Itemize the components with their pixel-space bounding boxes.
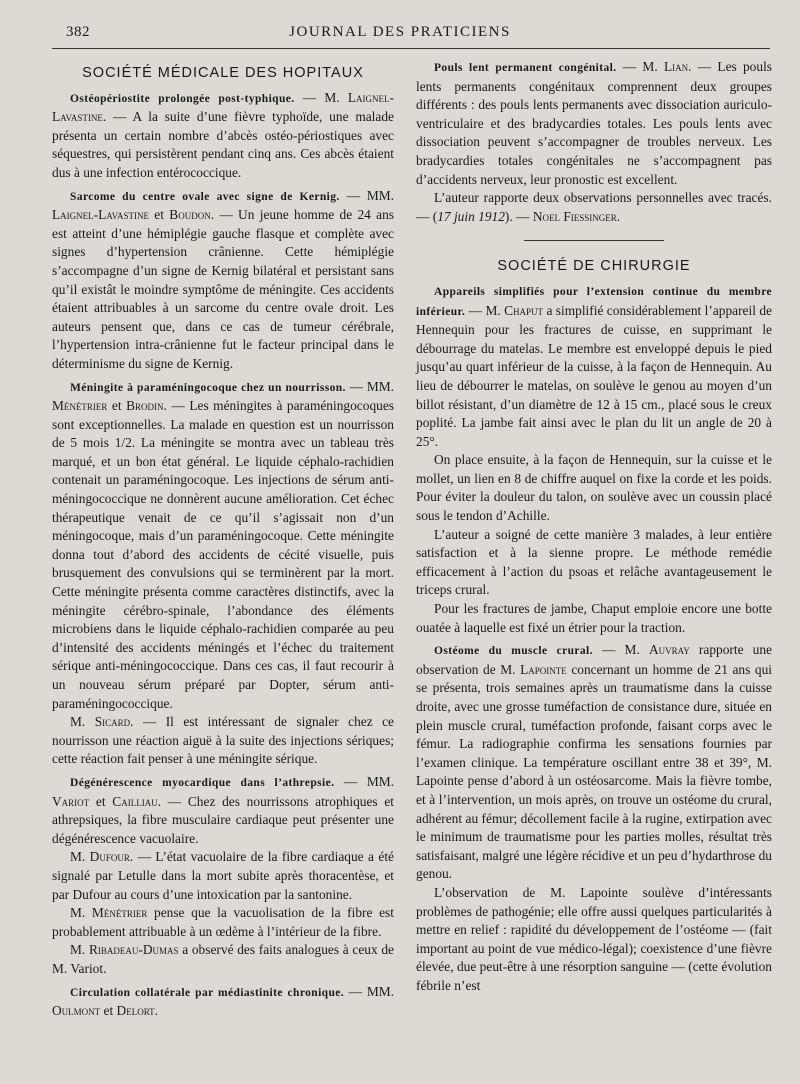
article-title: Ostéopériostite prolongée post-typhique. <box>70 92 295 105</box>
article-body: . — A la suite d’une fièvre typhoïde, une malade présenta un certain nombre d’abcès ostéo-périostiques avec séquestres, qui persistèrent pendant cinq ans. Ces abcès étaient dus à une infection entérococcique. <box>52 109 394 180</box>
author-name: Ménétrier <box>52 398 108 414</box>
conjunction: et <box>148 207 170 223</box>
conjunction: et <box>89 793 113 809</box>
conjunction: et <box>100 1003 117 1019</box>
article-body: concernant un homme de 21 ans qui se présenta, trois semaines après un traumatisme dans la cuisse droite, avec une grosse tuméfaction de consistance dure, située en plein muscle crural, tuméfaction profonde, faisant corps avec le fémur. La radiographie confirma les sensations fournies par l’examen clinique. La température oscillant entre 38 et 39°, M. Lapointe pense d’abord à un ostéosarcome. Mais la fièvre tombe, et à l’intervention, un mois après, on trouve un ostéome du crural, adhérent au fémur; décollement facile à la rugine, extirpation avec le minimum de traumatisme pour les parties molles, résultat très satisfaisant, malgré une légère récidive et un peu d’hydarthrose du genou. <box>416 661 772 882</box>
article-circulation <box>52 983 394 1021</box>
article-title: Sarcome du centre ovale avec signe de Kernig. <box>70 190 340 203</box>
paragraph: Pour les fractures de jambe, Chaput emploie encore une botte ouatée à laquelle est fixé un étrier pour la traction. <box>416 601 772 635</box>
separator: — M. <box>465 302 505 318</box>
author-name: Variot <box>52 793 90 809</box>
author-name: Auvray <box>648 642 690 658</box>
author-name: Laignel-Lavastine <box>52 207 149 223</box>
author-name: Sicard <box>94 714 131 730</box>
separator: — M. <box>616 59 664 74</box>
article-appareils <box>416 282 772 451</box>
article-pouls-lent-conclusion <box>416 189 772 226</box>
signature: Noel Fiessinger <box>532 208 617 224</box>
author-name: Oulmont <box>52 1003 101 1019</box>
comment-menetrier <box>52 904 394 941</box>
page-number: 382 <box>66 24 90 40</box>
comment-body: . — Il est intéressant de signaler chez ce nourrisson une réaction aiguë à la suite des injections sériques; cette réaction fait penser à une méningite sérique. <box>52 714 395 767</box>
author-name: Delort <box>116 1003 155 1019</box>
paragraph-text: ). — <box>504 208 533 224</box>
right-column <box>416 58 772 996</box>
author-name: Cailliau <box>112 793 158 809</box>
author-name: Chaput <box>504 302 544 318</box>
article-body: . — Un jeune homme de 24 ans est atteint d’une hémiplégie gauche flasque et complète avec signes d’hypertension crânienne. Cette hémiplégie s’accompagne d’un signe de Kernig bilatéral et persistant sans qu’il existât le moindre symptôme de méningite. Ces accidents étaient attribuables à un sarcome du centre ovale droit. Les auteurs pensent que, dans ce cas de tumeur cérébrale, l’hypertension intra-crânienne fut le facteur principal dans le déterminisme du signe de Kernig. <box>52 207 394 371</box>
article-pouls-lent <box>416 58 772 189</box>
article-body: . — Chez des nourrissons atrophiques et athrepsiques, la fibre musculaire cardiaque peut présenter une dégénérescence vacuolaire. <box>52 793 395 846</box>
end-punct: . <box>154 1003 159 1019</box>
section-divider <box>524 240 664 241</box>
author-name: Dufour <box>89 849 130 865</box>
left-column <box>52 58 394 1021</box>
session-date: 17 juin 1912 <box>437 208 505 224</box>
article-title: Circulation collatérale par médiastinite chronique. <box>70 986 345 999</box>
separator: — MM. <box>339 187 394 203</box>
author-name: Brodin <box>126 398 164 414</box>
article-osteome <box>416 641 772 884</box>
author-name: Ménétrier <box>91 905 148 921</box>
article-title: Dégénérescence myocardique dans l’athrepsie. <box>70 776 335 789</box>
prefix: M. <box>70 942 89 958</box>
author-name: Ribadeau-Dumas <box>88 942 179 958</box>
article-sarcome <box>52 187 394 374</box>
section-title-chirurgie: SOCIÉTÉ DE CHIRURGIE <box>497 258 691 275</box>
comment-body: . — L’état vacuolaire de la fibre cardiaque a été signalé par Letulle dans la mort subite après thoracentèse, et par Dufour au cours d’une intoxication par la santonine. <box>52 849 394 902</box>
paragraph: L’auteur a soigné de cette manière 3 malades, à leur entière satisfaction et à la sienne propre. Le méthode remédie efficacement à l’action du psoas et relâche avantageusement le triceps crural. <box>416 526 772 598</box>
separator: — M. <box>294 89 348 105</box>
paragraph: On place ensuite, à la façon de Hennequin, sur la cuisse et le mollet, un lien en 8 de chiffre auquel on fixe la corde et les poids. Pour éviter la douleur du talon, on soulève avec un coussin placé sous le tendon d’Achille. <box>416 452 772 524</box>
author-name: Lapointe <box>520 661 567 677</box>
end-punct: . <box>616 208 621 224</box>
comment-body: pense que la vacuolisation de la fibre est probablement attribuable à un œdème à l’intérieur de la fibre. <box>52 905 394 939</box>
article-title: Ostéome du muscle crural. <box>434 645 593 658</box>
article-body: . — Les pouls lents permanents congénitaux comprennent deux groupes différents : des pouls lents permanents avec dissociation auriculo-ventriculaire et des bradycardies totales. Les pouls lents avec dissociation peuvent s’accompagner de troubles nerveux. Les bradycardies totales congénitales ne s’accompagnent pas d’accidents nerveux, leur pronostic est excellent. <box>416 59 772 187</box>
article-degenerescence <box>52 773 394 848</box>
separator: — MM. <box>334 773 394 789</box>
prefix: M. <box>70 905 92 921</box>
running-head: JOURNAL DES PRATICIENS <box>289 24 511 40</box>
separator: — MM. <box>345 378 394 394</box>
comment-dufour <box>52 848 394 904</box>
separator: — M. <box>592 642 649 658</box>
article-osteoperiostite <box>52 89 394 183</box>
paragraph-text: L’auteur rapporte deux observations personnelles avec tracés. — ( <box>416 190 772 224</box>
conjunction: et <box>107 398 127 414</box>
author-name: Laignel-Lavastine <box>52 89 394 125</box>
section-title-hopitaux: SOCIÉTÉ MÉDICALE DES HOPITAUX <box>82 65 364 81</box>
comment-body: a observé des faits analogues à ceux de M. Variot. <box>52 942 394 976</box>
comment-ribadeau-dumas <box>52 941 394 978</box>
header-rule <box>52 48 770 49</box>
article-title: Méningite à paraméningocoque chez un nourrisson. <box>70 381 346 394</box>
article-body: a simplifié considérablement l’appareil de Hennequin pour les fractures de cuisse, en supprimant le débourrage du matelas. Le membre est enveloppé depuis le pied jusqu’au quart inférieur de la cuisse, à la façon de Hennequin. Au lieu de débourrer le matelas, on soulève le genou au moyen d’un billot résistant, d’un diamètre de 12 à 15 cm., placé sous le creux poplité. La jambe fait ainsi avec le plan du lit un angle de 20 à 25°. <box>416 302 772 449</box>
author-name: Lian <box>663 59 689 74</box>
article-body: rapporte une observation de M. <box>416 642 772 677</box>
paragraph: L’observation de M. Lapointe soulève d’intéressants problèmes de pathogénie; elle offre aussi quelques particularités à mettre en relief : rapidité du développement de l’ostéome — (fait important au point de vue médico-légal); coexistence d’une fièvre élevée, due peut-être à une résorption sanguine — (cette évolution fébrile n’est <box>416 884 772 993</box>
article-title: Appareils simplifiés pour l’extension continue du membre inférieur. <box>416 285 772 318</box>
prefix: M. <box>70 714 95 730</box>
author-name: Boudon <box>169 207 211 223</box>
separator: — MM. <box>344 983 394 999</box>
comment-sicard <box>52 713 394 769</box>
article-body: . — Les méningites à paraméningocoques sont exceptionnelles. La malade en question est un nourrisson de 5 mois 1/2. La méningite se montra avec un tableau très marqué, et un bon état général. Le liquide céphalo-rachidien contenait un paraméningocoque. Les injections de sérum anti-méningococcique ne donnèrent aucune amélioration. Cet échec thérapeutique venait de ce qu’il s’agissait non d’un méningocoque, mais d’un paraméningocoque. Cette méningite donna tout d’abord des accidents de cécité visuelle, puis brusquement des convulsions qui se terminèrent par la mort. Cette méningite présenta comme caractères distinctifs, avec la méningite cérébro-spinale, l’abondance des éléments microbiens dans le liquide céphalo-rachidien comparée au peu d’intensité des accidents méningés et l’échec du traitement sérique anti-méningococcique. Dans ces cas, il faut recourir à un nouveau sérum préparé par Dopter, sérum anti-paraméningococcique. <box>52 398 394 711</box>
article-meningite <box>52 378 394 714</box>
article-title: Pouls lent permanent congénital. <box>434 62 617 74</box>
prefix: M. <box>70 849 90 865</box>
